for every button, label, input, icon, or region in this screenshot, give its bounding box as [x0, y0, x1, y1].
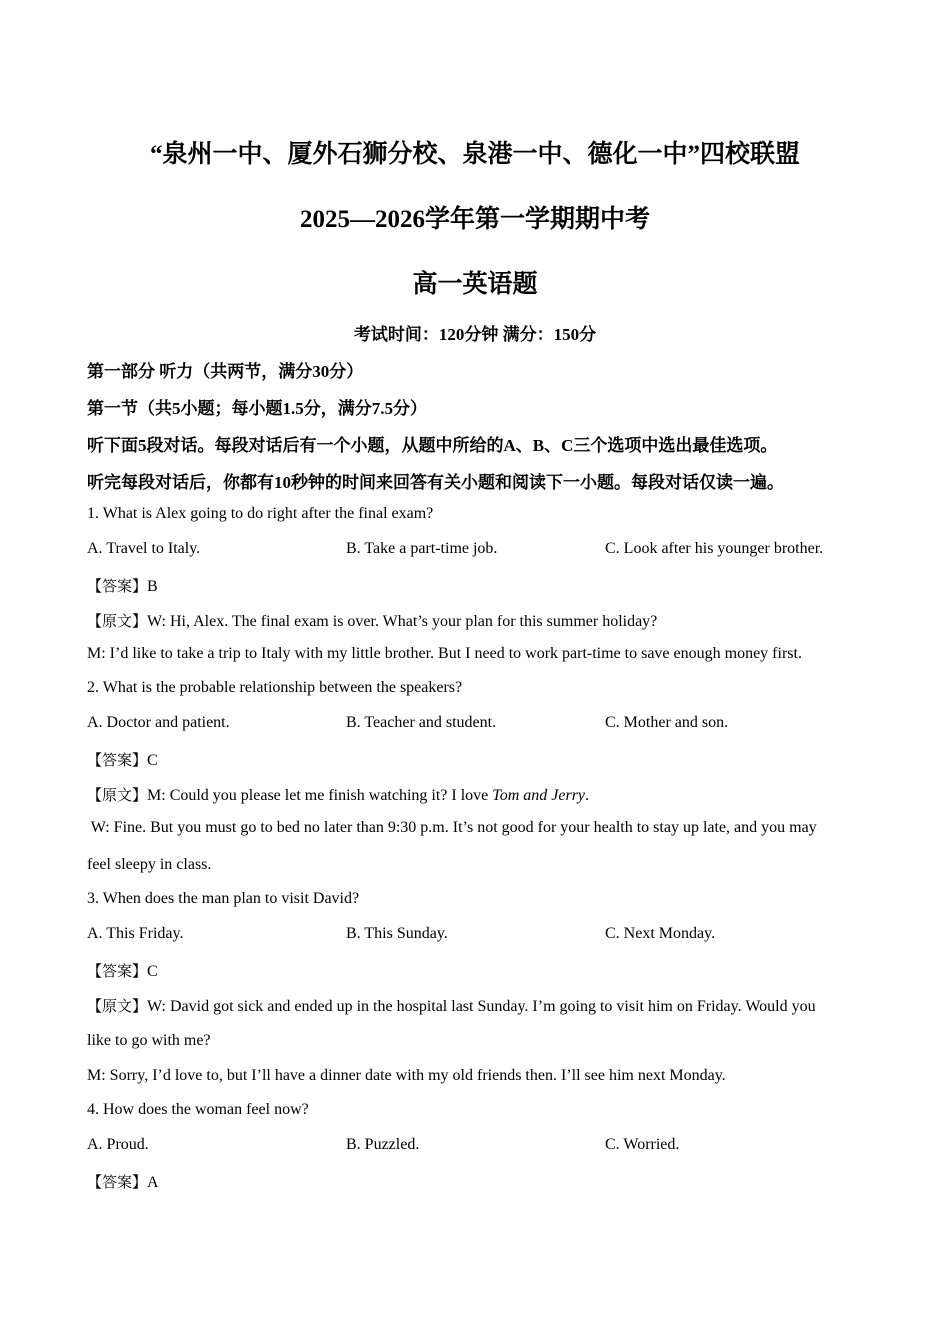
- question-1: 1. What is Alex going to do right after the final exam?: [87, 505, 434, 522]
- answer-tag: 【答案】: [87, 1173, 148, 1191]
- script-tag: 【原文】: [87, 786, 148, 804]
- q3-script-1-cont: like to go with me?: [87, 1032, 211, 1049]
- q1-option-b: B. Take a part-time job.: [346, 540, 498, 557]
- script-text: W: Hi, Alex. The final exam is over. What’s your plan for this summer holiday?: [147, 613, 658, 630]
- answer-value: B: [147, 578, 158, 595]
- q3-option-b: B. This Sunday.: [346, 925, 448, 942]
- answer-tag: 【答案】: [87, 577, 148, 595]
- script-tag: 【原文】: [87, 997, 148, 1015]
- script-title: Tom and Jerry: [492, 787, 586, 804]
- q4-option-b: B. Puzzled.: [346, 1136, 420, 1153]
- instruction-line-1: 听下面5段对话。每段对话后有一个小题，从题中所给的A、B、C三个选项中选出最佳选项。: [87, 436, 778, 455]
- q3-script-1: [87, 995, 816, 1016]
- script-text: M: Could you please let me finish watching it? I love: [147, 787, 493, 804]
- q4-option-c: C. Worried.: [605, 1136, 680, 1153]
- subsection-heading: 第一节（共5小题；每小题1.5分，满分7.5分）: [87, 399, 427, 418]
- q3-answer: [87, 960, 158, 981]
- q2-script-2: W: Fine. But you must go to bed no later than 9:30 p.m. It’s not good for your health to stay up late, and you may: [87, 819, 817, 836]
- q2-option-b: B. Teacher and student.: [346, 714, 497, 731]
- q1-script-2: M: I’d like to take a trip to Italy with my little brother. But I need to work part-time to save enough money first.: [87, 645, 802, 662]
- q4-option-a: A. Proud.: [87, 1136, 149, 1153]
- q2-script-1: [87, 784, 589, 805]
- question-2: 2. What is the probable relationship between the speakers?: [87, 679, 463, 696]
- answer-value: C: [147, 752, 158, 769]
- q1-option-a: A. Travel to Italy.: [87, 540, 201, 557]
- q1-script-1: [87, 610, 657, 631]
- q3-option-c: C. Next Monday.: [605, 925, 716, 942]
- script-tag: 【原文】: [87, 612, 148, 630]
- answer-value: A: [147, 1174, 159, 1191]
- answer-tag: 【答案】: [87, 962, 148, 980]
- q4-answer: [87, 1171, 159, 1192]
- q3-script-2: M: Sorry, I’d love to, but I’ll have a dinner date with my old friends then. I’ll see him next Monday.: [87, 1067, 726, 1084]
- title-subject: 高一英语题: [412, 271, 538, 298]
- script-end: .: [585, 787, 590, 804]
- answer-tag: 【答案】: [87, 751, 148, 769]
- script-text: W: David got sick and ended up in the hospital last Sunday. I’m going to visit him on Friday. Would you: [147, 998, 816, 1015]
- exam-info: 考试时间：120分钟 满分：150分: [353, 325, 597, 344]
- title-schools: “泉州一中、厦外石狮分校、泉港一中、德化一中”四校联盟: [149, 141, 800, 168]
- q2-option-c: C. Mother and son.: [605, 714, 729, 731]
- question-3: 3. When does the man plan to visit David?: [87, 890, 360, 907]
- answer-value: C: [147, 963, 158, 980]
- q2-option-a: A. Doctor and patient.: [87, 714, 230, 731]
- part-heading: 第一部分 听力（共两节，满分30分）: [87, 362, 364, 381]
- q1-option-c: C. Look after his younger brother.: [605, 540, 824, 557]
- question-4: 4. How does the woman feel now?: [87, 1101, 309, 1118]
- q2-answer: [87, 749, 158, 770]
- instruction-line-2: 听完每段对话后，你都有10秒钟的时间来回答有关小题和阅读下一小题。每段对话仅读一遍。: [87, 473, 784, 492]
- q1-answer: [87, 575, 158, 596]
- q3-option-a: A. This Friday.: [87, 925, 184, 942]
- q2-script-2-cont: feel sleepy in class.: [87, 856, 212, 873]
- title-term: 2025—2026学年第一学期期中考: [299, 206, 650, 233]
